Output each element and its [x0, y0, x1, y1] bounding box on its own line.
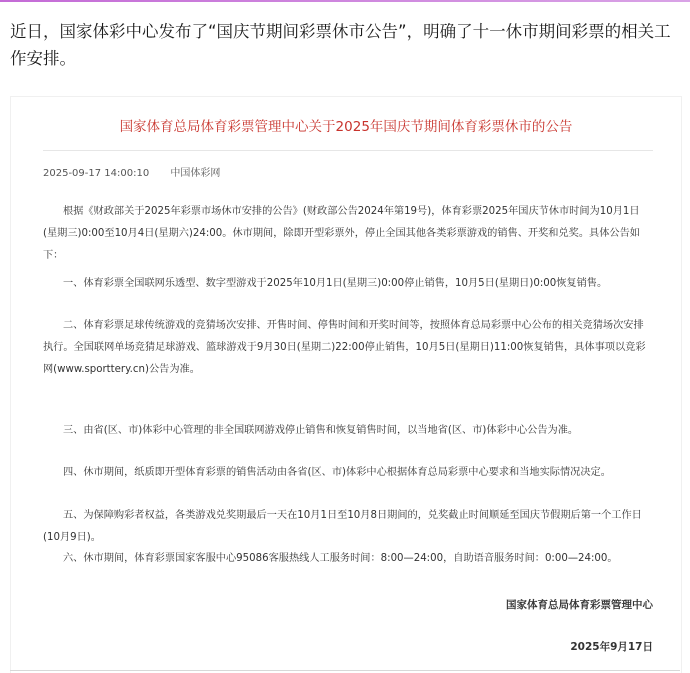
notice-signature: 国家体育总局体育彩票管理中心	[506, 599, 653, 611]
notice-paragraph-4: 四、休市期间，纸质即开型体育彩票的销售活动由各省(区、市)体彩中心根据体育总局彩票中心要求和当地实际情况决定。	[63, 467, 611, 478]
top-accent-bar	[0, 0, 690, 2]
notice-date: 2025年9月17日	[570, 641, 653, 653]
publish-datetime: 2025-09-17 14:00:10	[43, 168, 150, 179]
notice-paragraph-5: 五、为保障购彩者权益，各类游戏兑奖期最后一天在10月1日至10月8日期间的，兑奖截止时间顺延至国庆节假期后第一个工作日(10月9日)。	[43, 510, 642, 543]
notice-paragraph-6: 六、休市期间，体育彩票国家客服中心95086客服热线人工服务时间：8:00—24:00，自助语音服务时间：0:00—24:00。	[63, 553, 618, 564]
notice-paragraph-3: 三、由省(区、市)体彩中心管理的非全国联网游戏停止销售和恢复销售时间，以当地省(区、市)体彩中心公告为准。	[63, 425, 579, 436]
notice-screenshot	[10, 96, 682, 673]
notice-meta	[43, 164, 238, 179]
title-divider	[43, 150, 653, 151]
intro-paragraph: 近日，国家体彩中心发布了“国庆节期间彩票休市公告”，明确了十一休市期间彩票的相关工作安排。	[10, 22, 671, 68]
notice-paragraph-2: 二、体育彩票足球传统游戏的竞猜场次安排、开售时间、停售时间和开奖时间等，按照体育总局彩票中心公布的相关竞猜场次安排执行。全国联网单场竞猜足球游戏、篮球游戏于9月30日(星期二)22:00停止销售，10月5日(星期日)11:00恢复销售，具体事项以竞彩网(www.sporttery.cn)公告为准。	[43, 320, 646, 375]
notice-title: 国家体育总局体育彩票管理中心关于2025年国庆节期间体育彩票休市的公告	[119, 119, 573, 135]
publish-source: 中国体彩网	[170, 168, 221, 179]
notice-paragraph-1: 一、体育彩票全国联网乐透型、数字型游戏于2025年10月1日(星期三)0:00停止销售，10月5日(星期日)0:00恢复销售。	[63, 278, 608, 289]
notice-paragraph-intro: 根据《财政部关于2025年彩票市场休市安排的公告》(财政部公告2024年第19号)，体育彩票2025年国庆节休市时间为10月1日(星期三)0:00至10月4日(星期六)24:00。休市期间，除即开型彩票外，停止全国其他各类彩票游戏的销售、开奖和兑奖。具体公告如下：	[43, 206, 640, 261]
bottom-divider	[10, 670, 680, 671]
